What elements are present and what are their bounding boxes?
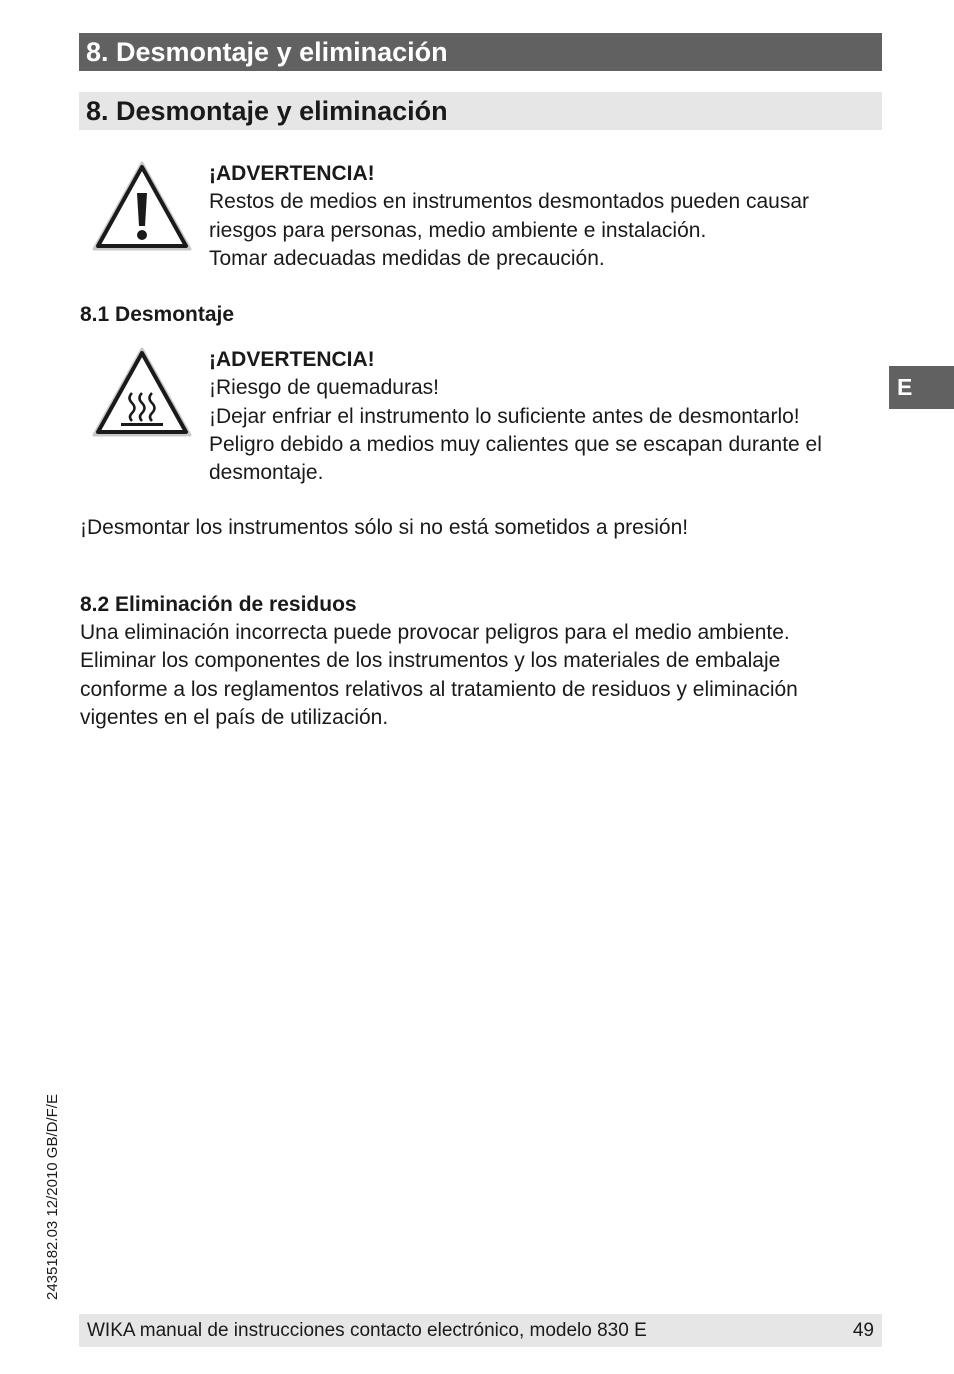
footer-text: WIKA manual de instrucciones contacto electrónico, modelo 830 E bbox=[87, 1320, 647, 1341]
paragraph-line: Una eliminación incorrecta puede provocar peligros para el medio ambiente. bbox=[80, 621, 790, 644]
language-tab: E bbox=[889, 366, 954, 409]
warning-title: ¡ADVERTENCIA! bbox=[209, 348, 375, 371]
warning-line: ¡Dejar enfriar el instrumento lo suficiente antes de desmontarlo! bbox=[209, 404, 800, 428]
running-header: 8. Desmontaje y eliminación bbox=[79, 33, 882, 71]
disposal-paragraph bbox=[80, 619, 798, 732]
footer bbox=[79, 1314, 882, 1347]
paragraph-line: vigentes en el país de utilización. bbox=[80, 705, 389, 729]
paragraph-line: Eliminar los componentes de los instrumentos y los materiales de embalaje bbox=[80, 649, 781, 673]
subsection-title-disassembly: 8.1 Desmontaje bbox=[80, 303, 235, 326]
warning-title: ¡ADVERTENCIA! bbox=[209, 162, 375, 185]
warning-line: Restos de medios en instrumentos desmontados pueden causar bbox=[209, 190, 810, 214]
warning-block-residues bbox=[209, 160, 809, 273]
warning-line: ¡Riesgo de quemaduras! bbox=[209, 376, 439, 400]
subsection-title-disposal: 8.2 Eliminación de residuos bbox=[80, 593, 357, 616]
warning-line: Peligro debido a medios muy calientes que se escapan durante el bbox=[209, 432, 822, 456]
warning-line: Tomar adecuadas medidas de precaución. bbox=[209, 246, 605, 270]
page-number: 49 bbox=[852, 1320, 874, 1341]
document-code: 2435182.03 12/2010 GB/D/F/E bbox=[44, 1094, 61, 1300]
warning-line: desmontaje. bbox=[209, 461, 324, 485]
warning-line: riesgos para personas, medio ambiente e instalación. bbox=[209, 218, 707, 242]
warning-block-burns bbox=[209, 346, 822, 487]
section-title: 8. Desmontaje y eliminación bbox=[79, 92, 882, 130]
paragraph-line: conforme a los reglamentos relativos al tratamiento de residuos y eliminación bbox=[80, 677, 798, 701]
hot-surface-icon bbox=[91, 346, 193, 439]
warning-triangle-icon bbox=[91, 160, 193, 253]
pressure-note: ¡Desmontar los instrumentos sólo si no está sometidos a presión! bbox=[80, 516, 689, 539]
